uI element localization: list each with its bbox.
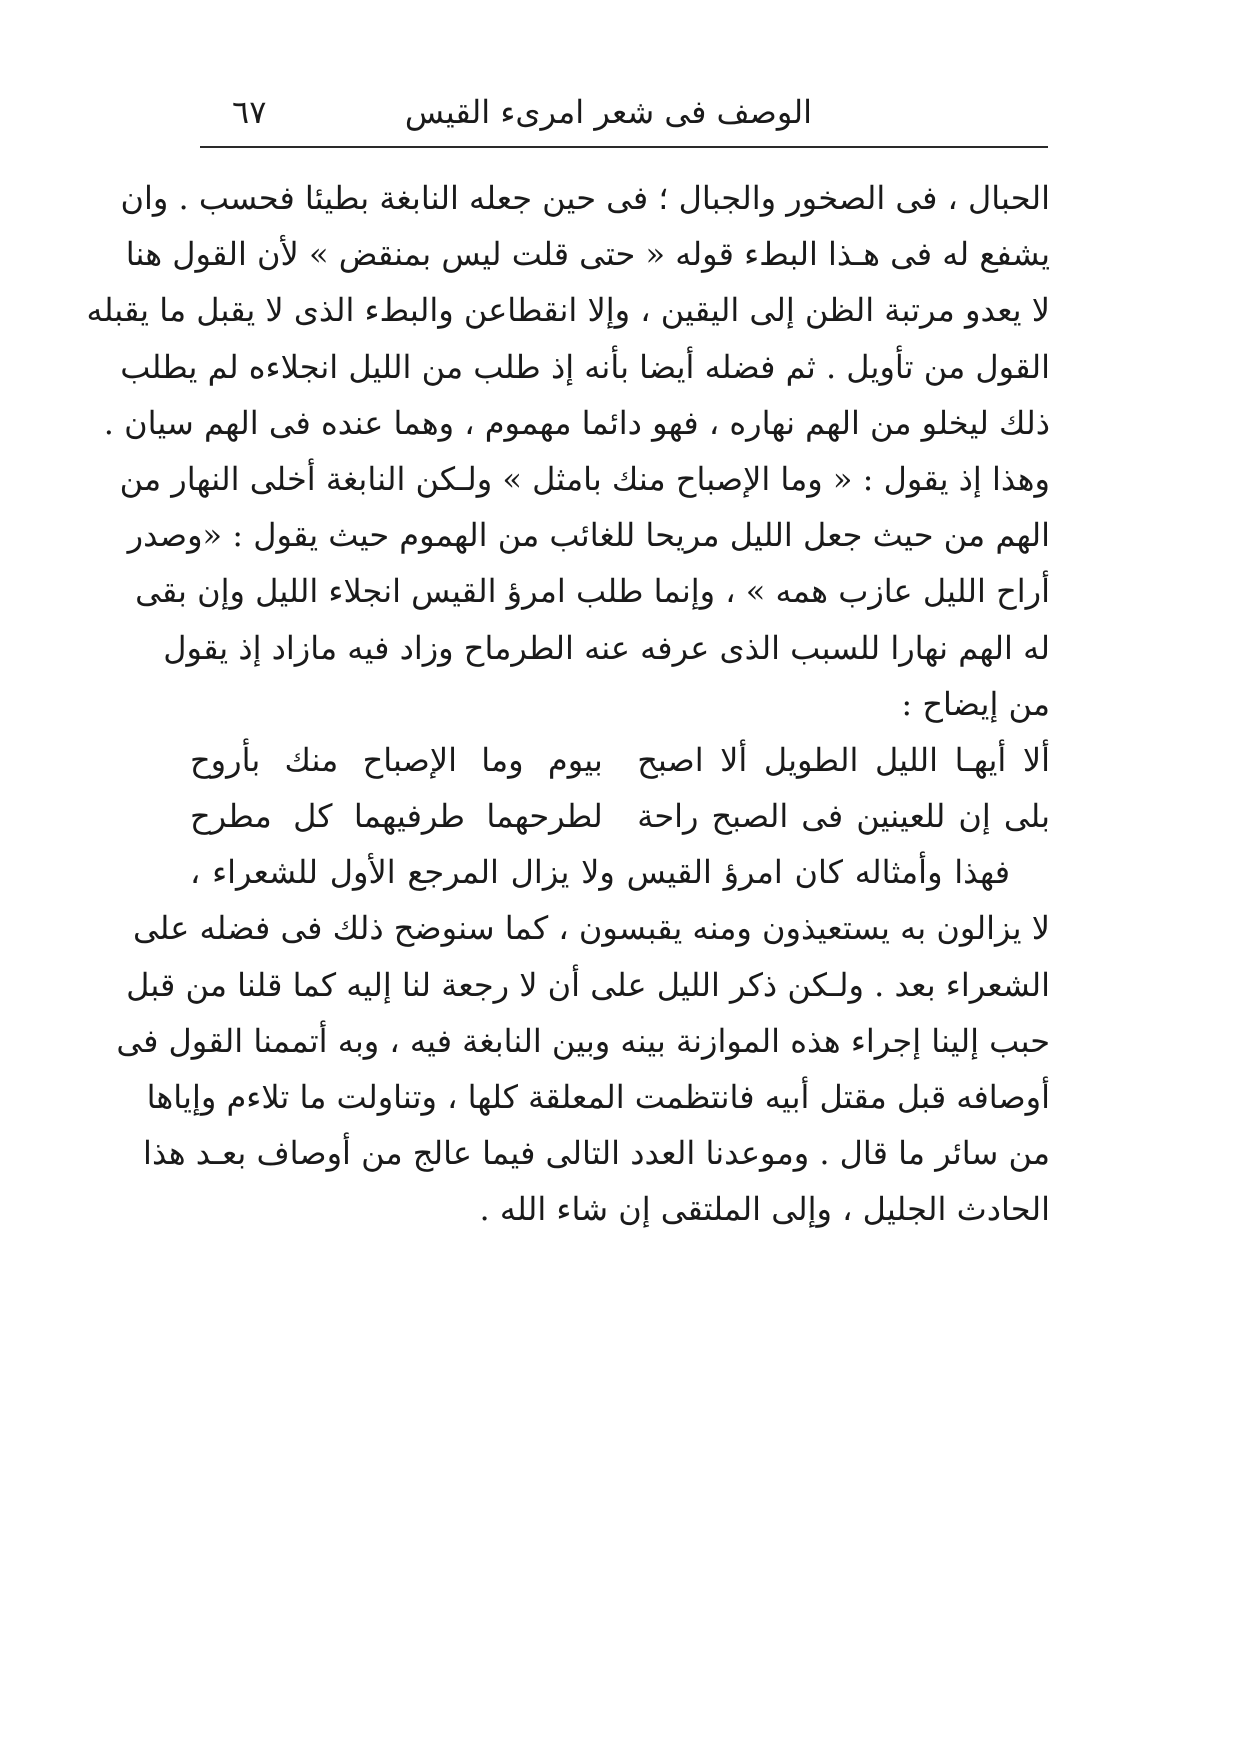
verse-second-hemistich: بيوم وما الإصباح منك بأروح (190, 740, 603, 779)
text-line: أراح الليل عازب همه » ، وإنما طلب امرؤ القيس انجلاء الليل وإن بقى (135, 572, 1050, 611)
text-line: أوصافه قبل مقتل أبيه فانتظمت المعلقة كلها ، وتناولت ما تلاءم وإياها (146, 1078, 1050, 1116)
text-line: فهذا وأمثاله كان امرؤ القيس ولا يزال المرجع الأول للشعراء ، (190, 853, 1010, 892)
header-rule (200, 146, 1048, 148)
verse-first-hemistich: بلى إن للعينين فى الصبح راحة (637, 797, 1050, 836)
verse-second-hemistich: لطرحهما طرفيهما كل مطرح (190, 797, 603, 836)
poem-verse (190, 788, 1050, 844)
text-line: لا يزالون به يستعيذون ومنه يقبسون ، كما سنوضح ذلك فى فضله على (132, 909, 1050, 948)
text-line: الحبال ، فى الصخور والجبال ؛ فى حين جعله النابغة بطيئا فحسب . وان (120, 179, 1050, 217)
text-line: الهم من حيث جعل الليل مريحا للغائب من الهموم حيث يقول : «وصدر (127, 516, 1050, 555)
text-line: الحادث الجليل ، وإلى الملتقى إن شاء الله . (479, 1190, 1050, 1229)
page-header (212, 82, 1050, 142)
text-line: وهذا إذ يقول : « وما الإصباح منك بامثل » ولـكن النابغة أخلى النهار من (119, 459, 1050, 498)
text-line: حبب إلينا إجراء هذه الموازنة بينه وبين النابغة فيه ، وبه أتممنا القول فى (116, 1021, 1050, 1060)
text-line: من سائر ما قال . وموعدنا العدد التالى فيما عالج من أوصاف بعـد هذا (143, 1134, 1050, 1173)
text-line: ذلك ليخلو من الهم نهاره ، فهو دائما مهموم ، وهما عنده فى الهم سيان . (103, 403, 1050, 442)
running-title: الوصف فى شعر امرىء القيس (404, 93, 812, 131)
text-line: الشعراء بعد . ولـكن ذكر الليل على أن لا رجعة لنا إليه كما قلنا من قبل (126, 965, 1050, 1004)
text-line: له الهم نهارا للسبب الذى عرفه عنه الطرماح وزاد فيه مازاد إذ يقول (163, 628, 1050, 667)
body-text (86, 170, 1050, 1238)
text-line: من إيضاح : (901, 684, 1050, 723)
poem-verse (190, 732, 1050, 788)
text-line: القول من تأويل . ثم فضله أيضا بأنه إذ طلب من الليل انجلاءه لم يطلب (120, 347, 1050, 386)
text-line: لا يعدو مرتبة الظن إلى اليقين ، وإلا انقطاعن والبطء الذى لا يقبل ما يقبله (86, 291, 1050, 330)
verse-first-hemistich: ألا أيهـا الليل الطويل ألا اصبح (637, 740, 1050, 779)
page-number: ٦٧ (232, 93, 267, 131)
text-line: يشفع له فى هـذا البطء قوله « حتى قلت ليس بمنقض » لأن القول هنا (125, 235, 1050, 274)
